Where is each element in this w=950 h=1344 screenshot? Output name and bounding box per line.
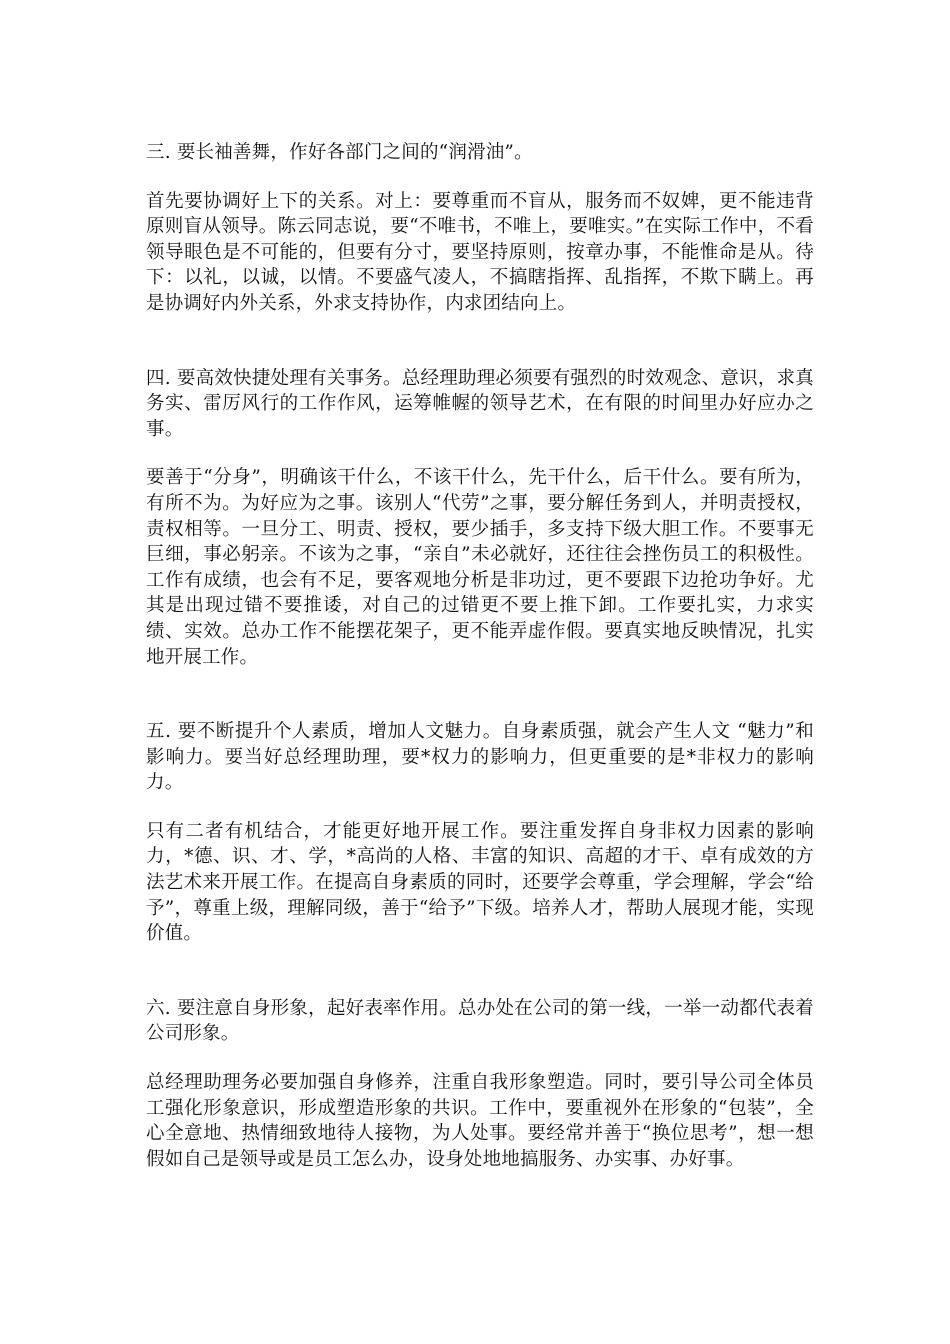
paragraph-spacer — [146, 166, 814, 189]
section-spacer — [146, 947, 814, 996]
paragraph-spacer — [146, 1047, 814, 1070]
section-spacer — [146, 670, 814, 719]
section-three-heading: 三. 要长袖善舞，作好各部门之间的“润滑油”。 — [146, 142, 533, 163]
paragraph-spacer — [146, 442, 814, 465]
section-three-body: 首先要协调好上下的关系。对上：要尊重而不盲从，服务而不奴婢，更不能违背原则盲从领导。陈云同志说，要“不唯书，不唯上，要唯实。”在实际工作中，不看领导眼色是不可能的，但要有分寸，要坚持原则，按章办事，不能惟命是从。待下：以礼，以诚，以情。不要盛气凌人，不搞瞎指挥、乱指挥，不欺下瞒上。再是协调好内外关系，外求支持协作，内求团结向上。 — [146, 190, 814, 314]
document-body — [146, 140, 814, 1172]
section-four-heading: 四. 要高效快捷处理有关事务。总经理助理必须要有强烈的时效观念、意识，求真务实、雷厉风行的工作作风，运筹帷幄的领导艺术，在有限的时间里办好应办之事。 — [146, 367, 814, 440]
section-spacer — [146, 317, 814, 366]
section-five-heading: 五. 要不断提升个人素质，增加人文魅力。自身素质强，就会产生人文 “魅力”和影响力。要当好总经理助理，要*权力的影响力，但更重要的是*非权力的影响力。 — [146, 721, 814, 794]
paragraph-spacer — [146, 796, 814, 819]
section-five-body: 只有二者有机结合，才能更好地开展工作。要注重发挥自身非权力因素的影响力，*德、识、才、学，*高尚的人格、丰富的知识、高超的才干、卓有成效的方法艺术来开展工作。在提高自身素质的同时，还要学会尊重，学会理解，学会“给予”，尊重上级，理解同级，善于“给予”下级。培养人才，帮助人展现才能，实现价值。 — [146, 820, 814, 945]
section-six-heading: 六. 要注意自身形象，起好表率作用。总办处在公司的第一线，一举一动都代表着公司形象。 — [146, 997, 814, 1045]
section-six-body: 总经理助理务必要加强自身修养，注重自我形象塑造。同时，要引导公司全体员工强化形象意识，形成塑造形象的共识。工作中，要重视外在形象的“包装”，全心全意地、热情细致地待人接物，为人处事。要经常并善于“换位思考”，想一想假如自己是领导或是员工怎么办，设身处地地搞服务、办实事、办好事。 — [146, 1072, 814, 1170]
section-four-body: 要善于“分身”，明确该干什么，不该干什么，先干什么，后干什么。要有所为，有所不为。为好应为之事。该别人“代劳”之事，要分解任务到人，并明责授权，责权相等。一旦分工、明责、授权，要少插手，多支持下级大胆工作。不要事无巨细，事必躬亲。不该为之事，“亲自”未必就好，还往往会挫伤员工的积极性。工作有成绩，也会有不足，要客观地分析是非功过，更不要跟下边抢功争好。尤其是出现过错不要推诿，对自己的过错更不要上推下卸。工作要扎实，力求实绩、实效。总办工作不能摆花架子，更不能弄虚作假。要真实地反映情况，扎实地开展工作。 — [146, 467, 814, 668]
